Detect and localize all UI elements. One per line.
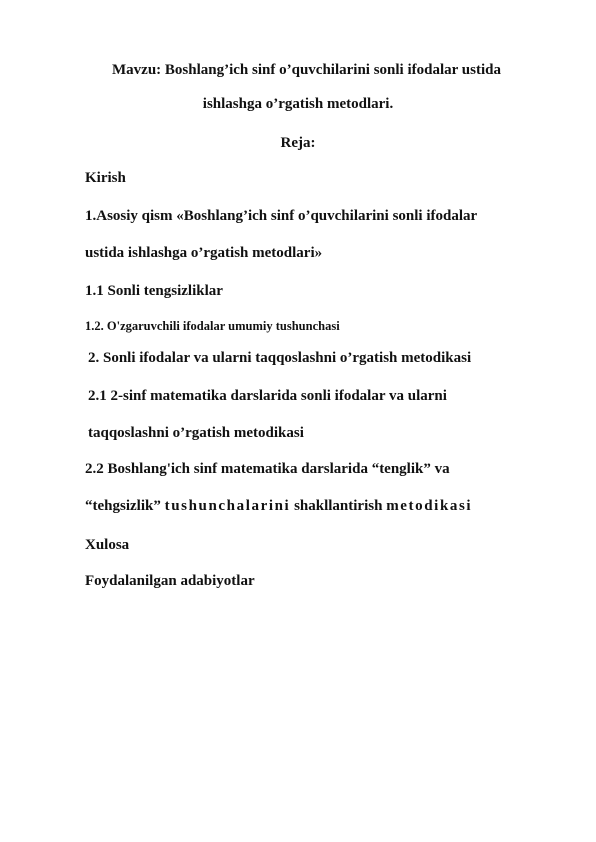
item-intro: Kirish xyxy=(85,170,126,186)
item-section1-line1: 1.Asosiy qism «Boshlang’ich sinf o’quvchilarini sonli ifodalar xyxy=(85,208,478,224)
item-section2-1-line2: taqqoslashni o’rgatish metodikasi xyxy=(88,425,304,441)
item-section2-1-line1: 2.1 2-sinf matematika darslarida sonli ifodalar va ularni xyxy=(88,388,447,404)
section2-2-part4: metodikasi xyxy=(386,498,473,514)
section2-2-part2: tushunchalarini xyxy=(164,498,291,514)
item-conclusion: Xulosa xyxy=(85,537,130,553)
item-section1-line2: ustida ishlashga o’rgatish metodlari» xyxy=(85,245,323,261)
item-section2-2-line2 xyxy=(85,497,472,515)
title-line-2: ishlashga o’rgatish metodlari. xyxy=(202,96,394,112)
section2-2-part3: shakllantirish xyxy=(290,498,387,514)
title-line-1: Mavzu: Boshlang’ich sinf o’quvchilarini sonli ifodalar ustida xyxy=(112,62,501,78)
item-references: Foydalanilgan adabiyotlar xyxy=(85,573,255,589)
item-section2-2-line1: 2.2 Boshlang'ich sinf matematika darslarida “tenglik” va xyxy=(85,461,450,477)
item-section1-1: 1.1 Sonli tengsizliklar xyxy=(85,283,223,299)
item-section1-2: 1.2. O'zgaruvchili ifodalar umumiy tushunchasi xyxy=(85,319,340,333)
section2-2-part1: “tehgsizlik” xyxy=(85,498,165,514)
plan-heading: Reja: xyxy=(280,135,316,151)
item-section2: 2. Sonli ifodalar va ularni taqqoslashni o’rgatish metodikasi xyxy=(88,350,472,366)
